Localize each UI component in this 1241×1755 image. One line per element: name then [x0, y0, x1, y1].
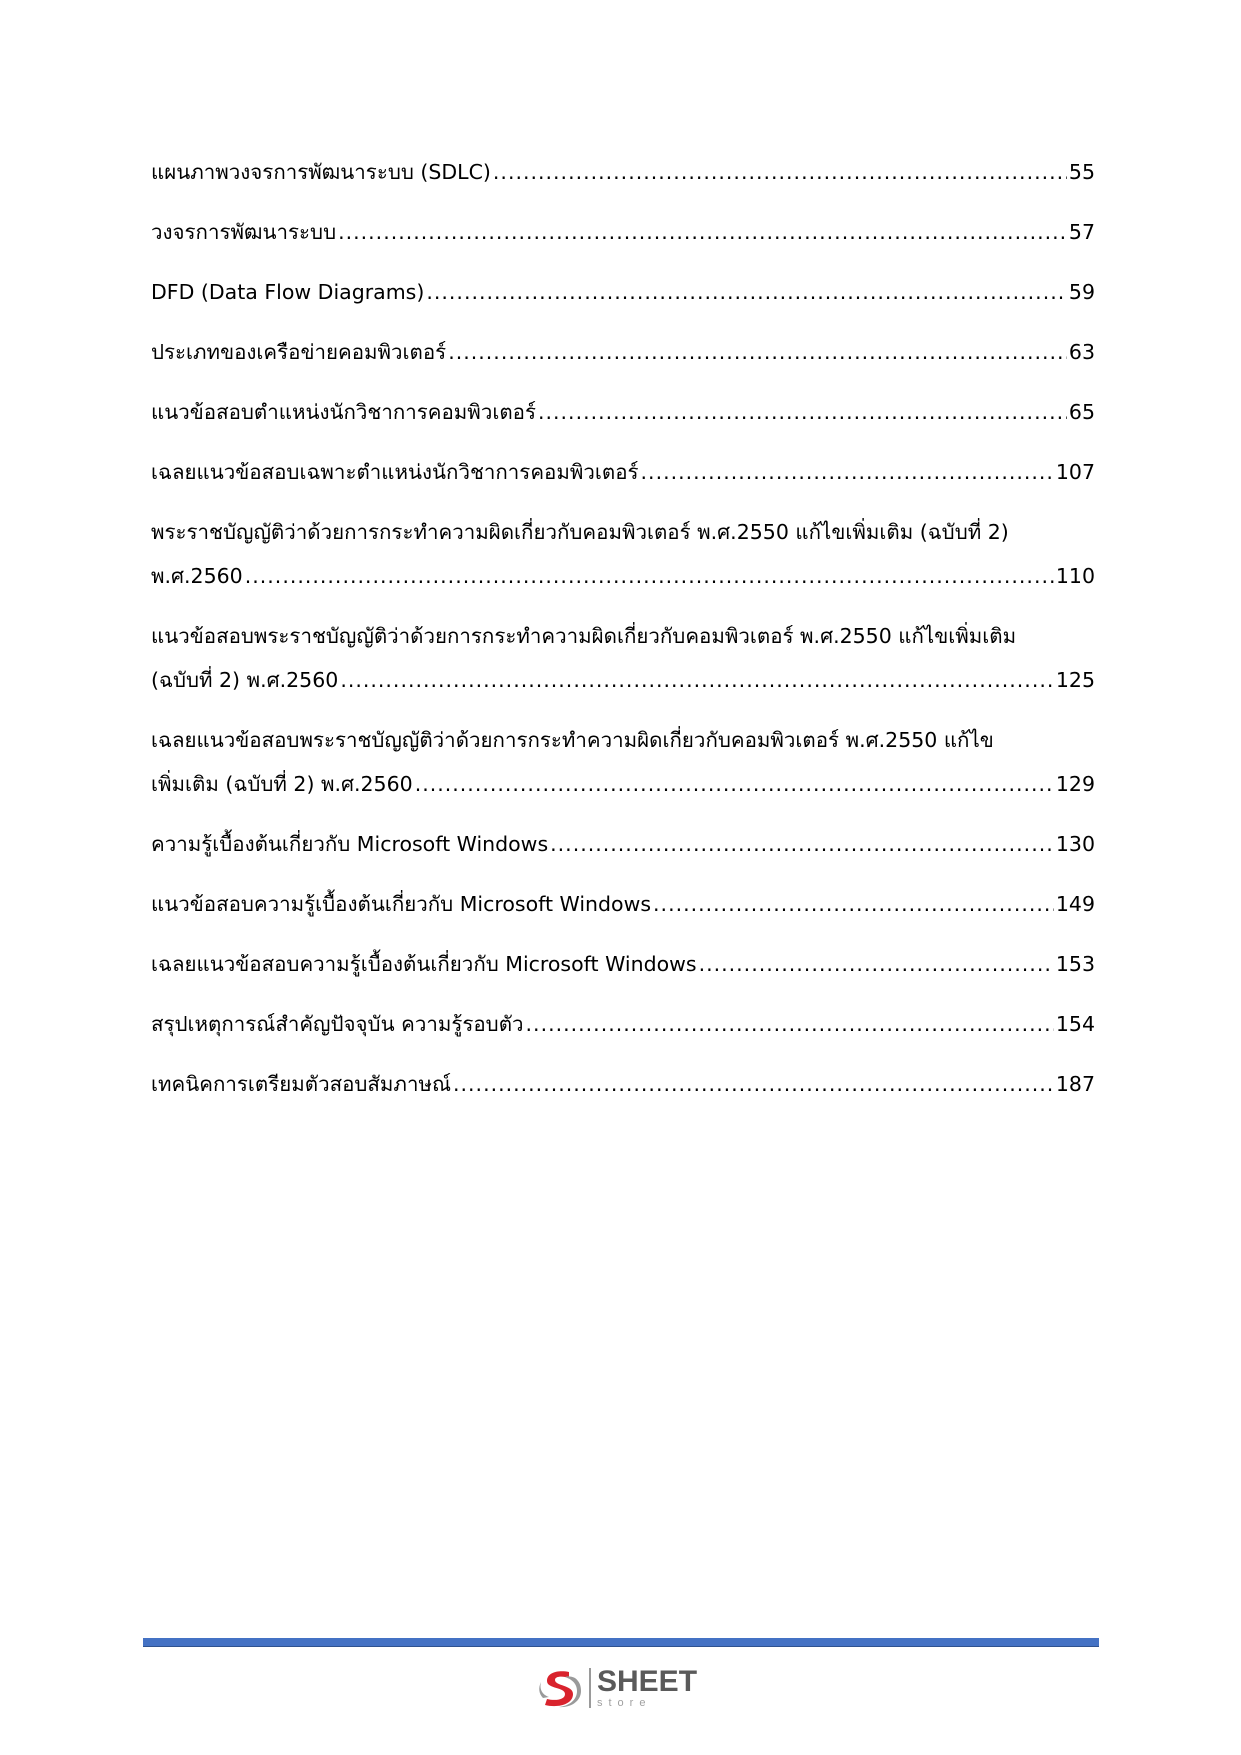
footer-divider-bar [143, 1638, 1099, 1647]
toc-entry-title: เฉลยแนวข้อสอบเฉพาะตำแหน่งนักวิชาการคอมพิวเตอร์ [151, 460, 639, 484]
toc-dot-leader [550, 822, 1054, 866]
toc-dot-leader [653, 882, 1054, 926]
toc-entry-title-line2: (ฉบับที่ 2) พ.ศ.2560 [151, 668, 339, 692]
toc-page-number: 107 [1055, 460, 1095, 484]
toc-entry-title-line1: พระราชบัญญัติว่าด้วยการกระทำความผิดเกี่ยวกับคอมพิวเตอร์ พ.ศ.2550 แก้ไขเพิ่มเติม (ฉบับที่ 2) [151, 520, 1009, 544]
toc-page-number: 110 [1055, 564, 1095, 588]
toc-page-number: 55 [1068, 160, 1095, 184]
toc-entry[interactable] [151, 150, 1095, 210]
toc-dot-leader [538, 390, 1067, 434]
toc-entry-title-line1: เฉลยแนวข้อสอบพระราชบัญญัติว่าด้วยการกระทำความผิดเกี่ยวกับคอมพิวเตอร์ พ.ศ.2550 แก้ไข [151, 728, 994, 752]
toc-entry-title: สรุปเหตุการณ์สำคัญปัจจุบัน ความรู้รอบตัว [151, 1012, 524, 1036]
toc-page-number: 149 [1055, 892, 1095, 916]
toc-dot-leader [340, 658, 1054, 702]
toc-entry[interactable] [151, 390, 1095, 450]
toc-entry[interactable] [151, 1062, 1095, 1122]
toc-page-number: 154 [1055, 1012, 1095, 1036]
toc-entry-title-line1: แนวข้อสอบพระราชบัญญัติว่าด้วยการกระทำความผิดเกี่ยวกับคอมพิวเตอร์ พ.ศ.2550 แก้ไขเพิ่มเติม [151, 624, 1017, 648]
toc-page-number: 129 [1055, 772, 1095, 796]
toc-entry-title: แนวข้อสอบตำแหน่งนักวิชาการคอมพิวเตอร์ [151, 400, 536, 424]
toc-entry[interactable] [151, 718, 1095, 822]
toc-entry-title-line2: เพิ่มเติม (ฉบับที่ 2) พ.ศ.2560 [151, 772, 413, 796]
toc-entry[interactable] [151, 942, 1095, 1002]
toc-page-number: 57 [1068, 220, 1095, 244]
sheet-store-logo [535, 1662, 697, 1714]
toc-page-number: 65 [1068, 400, 1095, 424]
toc-entry-title: เฉลยแนวข้อสอบความรู้เบื้องต้นเกี่ยวกับ Microsoft Windows [151, 952, 697, 976]
toc-entry[interactable] [151, 1002, 1095, 1062]
toc-page-number: 63 [1068, 340, 1095, 364]
table-of-contents [151, 150, 1095, 1122]
toc-dot-leader [641, 450, 1054, 494]
toc-entry-title: ประเภทของเครือข่ายคอมพิวเตอร์ [151, 340, 447, 364]
toc-entry[interactable] [151, 822, 1095, 882]
toc-entry-title: แผนภาพวงจรการพัฒนาระบบ (SDLC) [151, 160, 491, 184]
toc-entry-title-line2: พ.ศ.2560 [151, 564, 243, 588]
toc-page-number: 187 [1055, 1072, 1095, 1096]
toc-dot-leader [426, 270, 1067, 314]
toc-entry-title: วงจรการพัฒนาระบบ [151, 220, 337, 244]
toc-dot-leader [493, 150, 1067, 194]
toc-entry[interactable] [151, 614, 1095, 718]
toc-dot-leader [448, 330, 1067, 374]
toc-dot-leader [245, 554, 1054, 598]
toc-entry-title: ความรู้เบื้องต้นเกี่ยวกับ Microsoft Windows [151, 832, 549, 856]
toc-dot-leader [526, 1002, 1054, 1046]
toc-dot-leader [415, 762, 1054, 806]
toc-dot-leader [338, 210, 1067, 254]
toc-entry[interactable] [151, 270, 1095, 330]
toc-entry[interactable] [151, 330, 1095, 390]
toc-entry[interactable] [151, 210, 1095, 270]
toc-entry[interactable] [151, 882, 1095, 942]
toc-dot-leader [453, 1062, 1054, 1106]
toc-entry[interactable] [151, 450, 1095, 510]
toc-page-number: 153 [1055, 952, 1095, 976]
toc-entry-title: DFD (Data Flow Diagrams) [151, 280, 425, 304]
toc-entry-title: แนวข้อสอบความรู้เบื้องต้นเกี่ยวกับ Microsoft Windows [151, 892, 652, 916]
toc-page-number: 125 [1055, 668, 1095, 692]
toc-dot-leader [699, 942, 1054, 986]
toc-page-number: 59 [1068, 280, 1095, 304]
toc-page-number: 130 [1055, 832, 1095, 856]
sheet-store-s-icon [535, 1664, 583, 1712]
logo-subtext: store [597, 1697, 652, 1709]
toc-entry[interactable] [151, 510, 1095, 614]
toc-entry-title: เทคนิคการเตรียมตัวสอบสัมภาษณ์ [151, 1072, 451, 1096]
logo-wordmark: SHEET [597, 1665, 698, 1698]
logo-divider [589, 1668, 591, 1708]
